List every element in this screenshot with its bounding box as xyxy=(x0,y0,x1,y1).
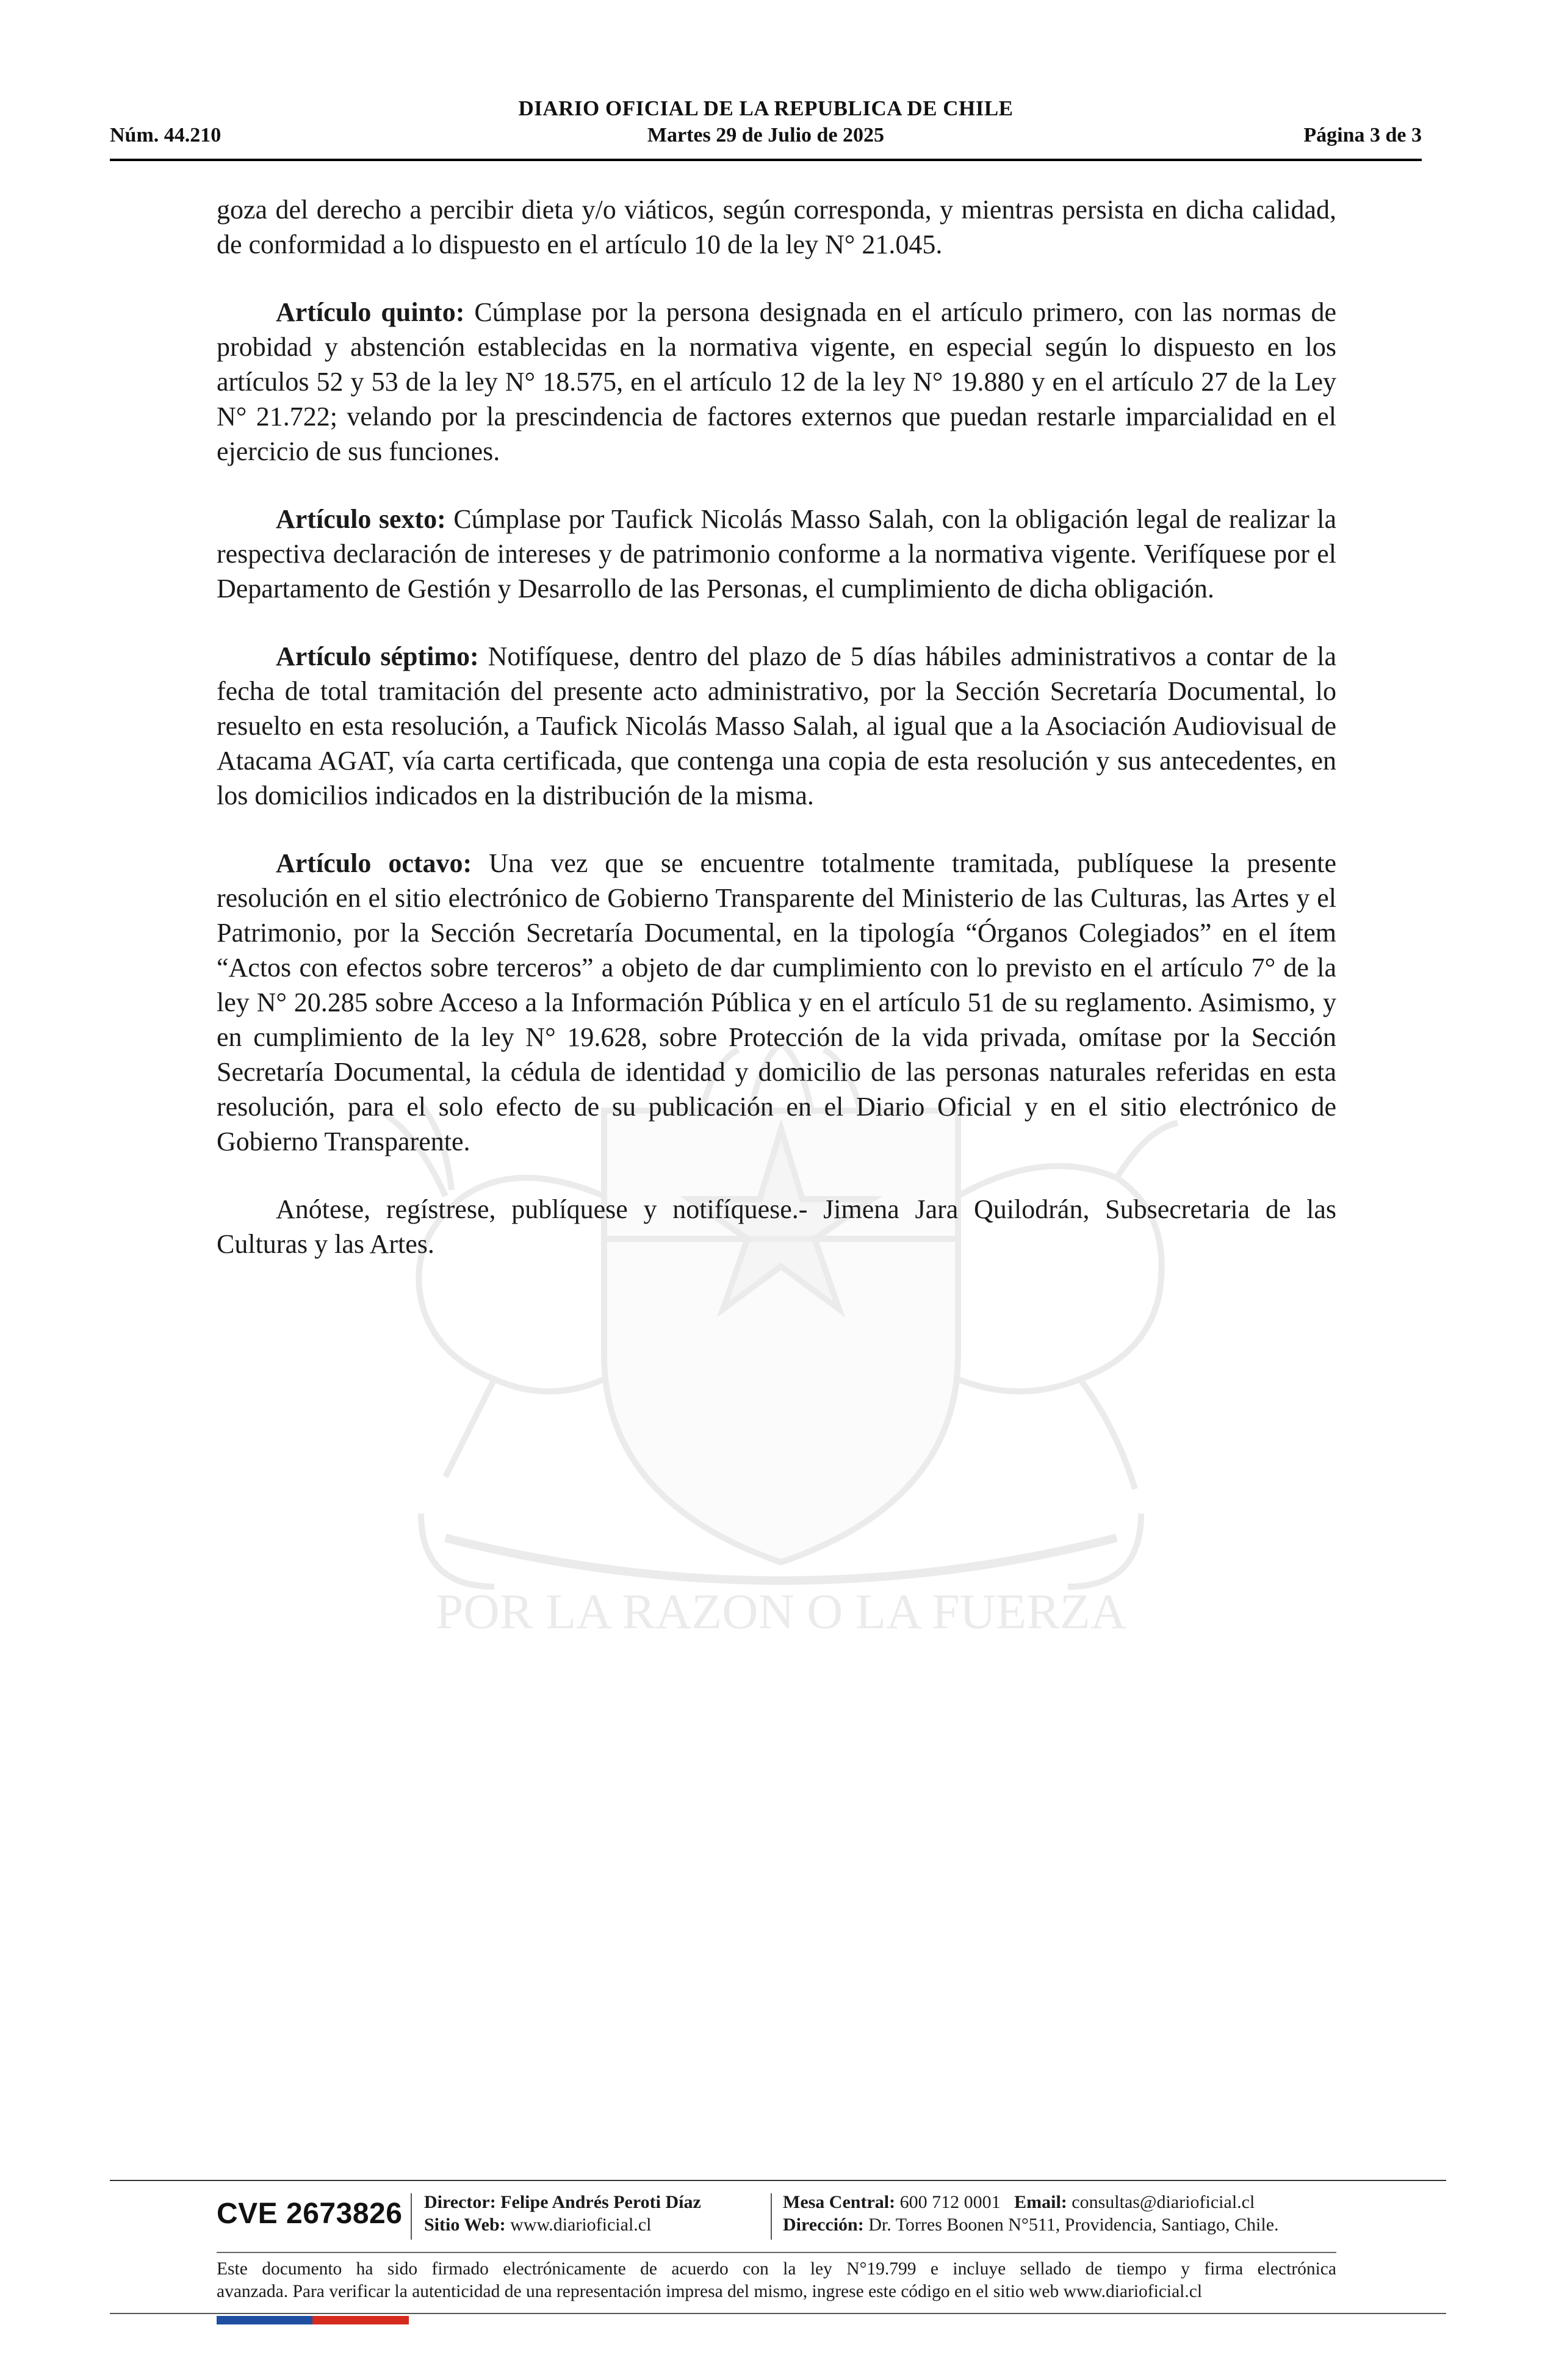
phone-label: Mesa Central: xyxy=(783,2192,896,2212)
footer-contact-block xyxy=(783,2191,1279,2236)
footer-divider-bottom xyxy=(110,2313,1446,2314)
article-text: Cúmplase por Taufick Nicolás Masso Salah, con la obligación legal de realizar la respectiva declaración de intereses y de patrimonio conforme a la normativa vigente. Verifíquese por el Departamento de Gestión y Desarrollo de las Personas, el cumplimiento de dicha obligación. xyxy=(217,504,1337,604)
flag-color-bar xyxy=(217,2316,409,2324)
issue-number: Núm. 44.210 xyxy=(110,124,222,146)
legal-notice-line: Este documento ha sido firmado electrónicamente de acuerdo con la ley N°19.799 e incluye sellado de tiempo y firma electrónica xyxy=(217,2259,1336,2279)
article-label: Artículo quinto: xyxy=(276,297,465,327)
footer-divider-middle xyxy=(217,2252,1336,2253)
article-text: Cúmplase por la persona designada en el artículo primero, con las normas de probidad y abstención establecidas en la normativa vigente, en especial según lo dispuesto en los artículos 52 y 53 de la ley N° 18.575, en el artículo 12 de la ley N° 19.880 y en el artículo 27 de la Ley N° 21.722; velando por la prescindencia de factores externos que puedan restarle imparcialidad en el ejercicio de sus funciones. xyxy=(217,297,1336,466)
footer-separator xyxy=(771,2193,772,2240)
paragraph-continuation: goza del derecho a percibir dieta y/o viáticos, según corresponda, y mientras persista en dicha calidad, de conformidad a lo dispuesto en el artículo 10 de la ley N° 21.045. xyxy=(217,195,1336,259)
paragraph-articulo-septimo xyxy=(217,639,1336,813)
site-label: Sitio Web: xyxy=(424,2215,506,2235)
page-number: Página 3 de 3 xyxy=(1303,124,1422,146)
footer-director-block xyxy=(424,2191,701,2236)
page-header xyxy=(110,92,1422,161)
paragraph-articulo-quinto xyxy=(217,295,1336,469)
document-body xyxy=(217,192,1336,1294)
flag-red-segment xyxy=(312,2316,409,2324)
email-label: Email: xyxy=(1014,2192,1067,2212)
article-label: Artículo octavo: xyxy=(276,848,472,878)
cve-code: CVE 2673826 xyxy=(217,2198,403,2230)
legal-notice xyxy=(217,2258,1336,2303)
legal-notice-line: avanzada. Para verificar la autenticidad de una representación impresa del mismo, ingrese este código en el sitio web www.diarioficial.cl xyxy=(217,2282,1203,2301)
phone-value: 600 712 0001 xyxy=(899,2192,1001,2212)
paragraph-articulo-octavo xyxy=(217,846,1336,1159)
article-text: Una vez que se encuentre totalmente tramitada, publíquese la presente resolución en el sitio electrónico de Gobierno Transparente del Ministerio de las Culturas, las Artes y el Patrimonio, por la Sección Secretaría Documental, en la tipología “Órganos Colegiados” en el ítem “Actos con efectos sobre terceros” a objeto de dar cumplimiento con lo previsto en el artículo 7° de la ley N° 20.285 sobre Acceso a la Información Pública y en el artículo 51 de su reglamento. Asimismo, y en cumplimiento de la ley N° 19.628, sobre Protección de la vida privada, omítase por la Sección Secretaría Documental, la cédula de identidad y domicilio de las personas naturales referidas en esta resolución, para el solo efecto de su publicación en el Diario Oficial y en el sitio electrónico de Gobierno Transparente. xyxy=(217,848,1336,1156)
watermark-motto: POR LA RAZON O LA FUERZA xyxy=(435,1584,1127,1639)
article-label: Artículo séptimo: xyxy=(276,641,479,671)
director-label: Director: xyxy=(424,2192,496,2212)
email-link[interactable]: consultas@diarioficial.cl xyxy=(1072,2192,1255,2212)
footer-divider-top xyxy=(110,2180,1446,2181)
footer-info xyxy=(217,2191,1336,2246)
address-label: Dirección: xyxy=(783,2215,864,2235)
paragraph-articulo-sexto xyxy=(217,502,1336,606)
director-name: Felipe Andrés Peroti Díaz xyxy=(500,2192,701,2212)
article-label: Artículo sexto: xyxy=(276,504,446,534)
newspaper-title: DIARIO OFICIAL DE LA REPUBLICA DE CHILE xyxy=(518,96,1014,120)
issue-date: Martes 29 de Julio de 2025 xyxy=(647,124,885,146)
article-text: Notifíquese, dentro del plazo de 5 días hábiles administrativos a contar de la fecha de total tramitación del presente acto administrativo, por la Sección Secretaría Documental, lo resuelto en esta resolución, a Taufick Nicolás Masso Salah, al igual que a la Asociación Audiovisual de Atacama AGAT, vía carta certificada, que contenga una copia de esta resolución y sus antecedentes, en los domicilios indicados en la distribución de la misma. xyxy=(217,641,1336,810)
site-link[interactable]: www.diarioficial.cl xyxy=(510,2215,652,2235)
footer-separator xyxy=(411,2193,412,2240)
paragraph-closing: Anótese, regístrese, publíquese y notifíquese.- Jimena Jara Quilodrán, Subsecretaria de las Culturas y las Artes. xyxy=(217,1194,1336,1259)
address-value: Dr. Torres Boonen N°511, Providencia, Santiago, Chile. xyxy=(868,2215,1279,2235)
flag-blue-segment xyxy=(217,2316,312,2324)
